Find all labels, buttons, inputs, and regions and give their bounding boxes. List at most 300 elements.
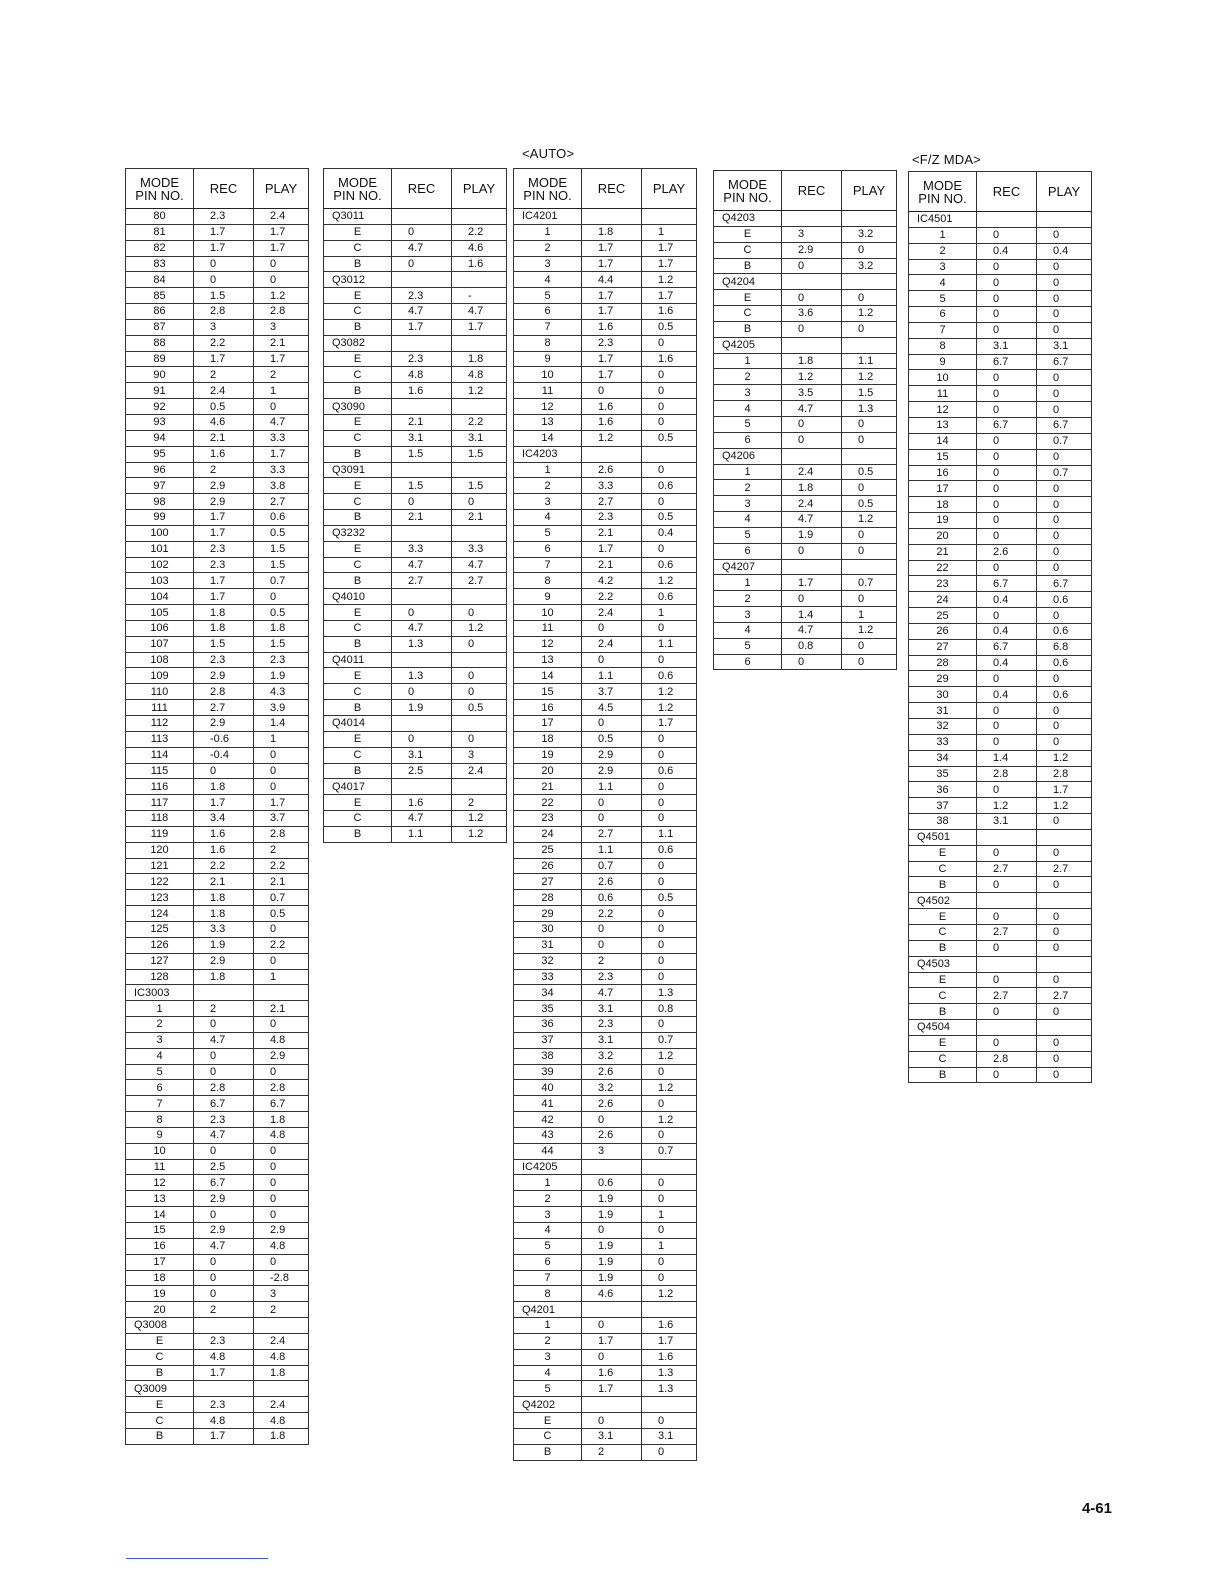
pin-cell: 13 (514, 652, 582, 668)
table-row (909, 528, 1092, 544)
rec-value: 0 (782, 543, 842, 559)
pin-cell: 5 (514, 1238, 582, 1254)
mode-pin-header (514, 169, 582, 209)
rec-value: 4.7 (782, 401, 842, 417)
table-row (714, 401, 897, 417)
table-row (514, 1191, 697, 1207)
play-value: 2.8 (254, 304, 309, 320)
pin-cell: E (514, 1413, 582, 1429)
play-value: 0 (254, 1254, 309, 1270)
rec-value: 2.6 (582, 1096, 642, 1112)
table-row (126, 383, 309, 399)
rec-value: 4.7 (782, 622, 842, 638)
rec-value: 0 (782, 654, 842, 670)
empty-cell (1037, 212, 1092, 228)
rec-value: 1.8 (194, 779, 254, 795)
table-row (909, 402, 1092, 418)
play-value: 2.8 (254, 826, 309, 842)
rec-value: 0 (977, 481, 1037, 497)
table-row (514, 747, 697, 763)
pin-cell: 121 (126, 858, 194, 874)
rec-value: 1.9 (782, 527, 842, 543)
rec-value: 2.2 (194, 858, 254, 874)
play-value: 1 (642, 1207, 697, 1223)
play-value: 2.1 (452, 510, 507, 526)
play-value: 0 (842, 527, 897, 543)
mode-pin-header (714, 171, 782, 211)
table-row (324, 446, 507, 462)
component-label: Q3009 (126, 1381, 194, 1397)
empty-cell (782, 211, 842, 227)
table-row (514, 1017, 697, 1033)
play-value: 0 (254, 272, 309, 288)
table-row (126, 589, 309, 605)
pin-no-label: PIN NO. (918, 191, 967, 206)
play-value: 0 (642, 1413, 697, 1429)
rec-value: 0 (392, 605, 452, 621)
pin-cell: B (324, 319, 392, 335)
pin-cell: C (909, 861, 977, 877)
table-row (324, 557, 507, 573)
rec-value: 2.9 (782, 242, 842, 258)
pin-cell: 11 (514, 383, 582, 399)
play-value: 0 (842, 290, 897, 306)
component-row (909, 956, 1092, 972)
table-row (324, 383, 507, 399)
pin-cell: 2 (714, 480, 782, 496)
rec-value: 0 (194, 1048, 254, 1064)
pin-cell: C (324, 367, 392, 383)
pin-cell: 11 (514, 620, 582, 636)
play-value: 0 (1037, 275, 1092, 291)
table-row (126, 462, 309, 478)
rec-value: 4.2 (582, 573, 642, 589)
pin-cell: 21 (909, 544, 977, 560)
rec-value: 1.7 (582, 256, 642, 272)
rec-value: 0 (977, 719, 1037, 735)
empty-cell (842, 274, 897, 290)
mode-label: MODE (528, 175, 567, 190)
rec-value: 0 (392, 256, 452, 272)
pin-cell: 86 (126, 304, 194, 320)
pin-cell: 8 (909, 338, 977, 354)
rec-value: 0 (392, 494, 452, 510)
play-value: 1.6 (642, 351, 697, 367)
play-value: 1.5 (254, 541, 309, 557)
pin-cell: E (909, 909, 977, 925)
table-row (909, 291, 1092, 307)
play-value: 4.7 (452, 557, 507, 573)
play-value: 6.7 (254, 1096, 309, 1112)
table-row (514, 1365, 697, 1381)
pin-cell: 110 (126, 684, 194, 700)
pin-cell: 20 (126, 1302, 194, 1318)
pin-no-label: PIN NO. (333, 188, 382, 203)
pin-cell: 34 (909, 750, 977, 766)
play-value: 0 (642, 1064, 697, 1080)
table-row (514, 811, 697, 827)
rec-value: 3.1 (392, 747, 452, 763)
table-row (909, 972, 1092, 988)
component-label: Q4203 (714, 211, 782, 227)
empty-cell (642, 1159, 697, 1175)
rec-value: 2.8 (194, 684, 254, 700)
table-row (909, 655, 1092, 671)
pin-cell: 12 (514, 636, 582, 652)
table-row (909, 576, 1092, 592)
table-row (514, 367, 697, 383)
table-row (126, 874, 309, 890)
play-value: 3.1 (1037, 338, 1092, 354)
rec-value: 0 (582, 921, 642, 937)
rec-value: 6.7 (194, 1096, 254, 1112)
empty-cell (194, 1318, 254, 1334)
pin-cell: 91 (126, 383, 194, 399)
pin-cell: 123 (126, 890, 194, 906)
play-value: 0.6 (642, 668, 697, 684)
pin-cell: 1 (714, 464, 782, 480)
table-row (514, 1381, 697, 1397)
empty-cell (977, 212, 1037, 228)
rec-value: 1.9 (582, 1207, 642, 1223)
rec-value: 0 (194, 1270, 254, 1286)
play-value: 3.2 (842, 258, 897, 274)
table-row (126, 430, 309, 446)
table-row (909, 924, 1092, 940)
table-row (514, 240, 697, 256)
play-value: 4.7 (254, 414, 309, 430)
pin-cell: 4 (714, 622, 782, 638)
table-row (714, 385, 897, 401)
play-value: 0 (842, 432, 897, 448)
play-value: 0 (642, 1096, 697, 1112)
play-value: 6.7 (1037, 417, 1092, 433)
empty-cell (842, 559, 897, 575)
play-header: PLAY (1037, 172, 1092, 212)
pin-cell: 13 (909, 417, 977, 433)
component-row (514, 209, 697, 225)
component-label: IC3003 (126, 985, 194, 1001)
play-value: 0 (642, 1444, 697, 1460)
rec-value: 2.5 (194, 1159, 254, 1175)
pin-cell: B (324, 383, 392, 399)
table-row (126, 1175, 309, 1191)
pin-cell: C (126, 1413, 194, 1429)
rec-value: 1.2 (977, 798, 1037, 814)
play-value: 1.2 (642, 1080, 697, 1096)
rec-value: 0 (782, 290, 842, 306)
play-value: 0 (1037, 1035, 1092, 1051)
rec-value: 6.7 (194, 1175, 254, 1191)
rec-value: 2.3 (582, 1017, 642, 1033)
table-row (514, 430, 697, 446)
pin-cell: 1 (714, 353, 782, 369)
component-row (714, 559, 897, 575)
table-row (514, 272, 697, 288)
play-value: 0 (1037, 1067, 1092, 1083)
pin-cell: 28 (909, 655, 977, 671)
pin-cell: 3 (714, 607, 782, 623)
play-value: 0 (642, 620, 697, 636)
pin-cell: C (909, 1051, 977, 1067)
pin-cell: 14 (909, 433, 977, 449)
rec-header: REC (392, 169, 452, 209)
table-row (514, 414, 697, 430)
play-value: 0 (1037, 719, 1092, 735)
pin-cell: C (909, 924, 977, 940)
play-value: 0.5 (452, 700, 507, 716)
pin-cell: 29 (514, 906, 582, 922)
play-value: 0 (642, 937, 697, 953)
table-row (324, 304, 507, 320)
pin-cell: B (714, 321, 782, 337)
play-value: 1.7 (642, 256, 697, 272)
table-row (126, 890, 309, 906)
table-row (126, 620, 309, 636)
component-label: Q4014 (324, 716, 392, 732)
header-row (909, 172, 1092, 212)
rec-value: 1.7 (582, 288, 642, 304)
pin-cell: 82 (126, 240, 194, 256)
rec-value: 0 (782, 321, 842, 337)
empty-cell (642, 209, 697, 225)
component-row (714, 337, 897, 353)
table-row (714, 607, 897, 623)
table-row (909, 544, 1092, 560)
rec-value: 0.8 (782, 638, 842, 654)
pin-cell: 113 (126, 731, 194, 747)
empty-cell (642, 1302, 697, 1318)
rec-value: 0 (977, 322, 1037, 338)
play-value: 0 (1037, 940, 1092, 956)
table-row (909, 814, 1092, 830)
rec-value: 4.7 (392, 240, 452, 256)
play-value: 0.8 (642, 1001, 697, 1017)
table-row (126, 1096, 309, 1112)
rec-value: 0.5 (582, 731, 642, 747)
rec-value: 2 (194, 462, 254, 478)
rec-value: -0.6 (194, 731, 254, 747)
rec-value: 1.6 (582, 319, 642, 335)
rec-value: 0 (977, 402, 1037, 418)
pin-cell: 37 (909, 798, 977, 814)
play-value: 1.2 (642, 1286, 697, 1302)
table-row (324, 636, 507, 652)
rec-value: 2.9 (194, 1223, 254, 1239)
pin-cell: 16 (126, 1238, 194, 1254)
mode-label: MODE (923, 178, 962, 193)
play-value: 0 (1037, 481, 1092, 497)
rec-value: 6.7 (977, 576, 1037, 592)
empty-cell (452, 779, 507, 795)
play-value: 0 (642, 811, 697, 827)
play-value: 0 (452, 668, 507, 684)
pin-cell: 9 (909, 354, 977, 370)
pin-cell: C (324, 747, 392, 763)
pin-cell: 4 (514, 272, 582, 288)
play-value: 0 (1037, 972, 1092, 988)
pin-cell: E (126, 1397, 194, 1413)
pin-cell: 126 (126, 937, 194, 953)
rec-value: 1.6 (392, 795, 452, 811)
rec-value: 1.7 (782, 575, 842, 591)
play-value: 0 (1037, 560, 1092, 576)
pin-cell: 127 (126, 953, 194, 969)
rec-value: 2.2 (194, 335, 254, 351)
rec-value: 1.5 (392, 478, 452, 494)
empty-cell (582, 1159, 642, 1175)
table-row (126, 763, 309, 779)
rec-value: 2.8 (977, 766, 1037, 782)
pin-cell: 4 (514, 1365, 582, 1381)
rec-value: 2.9 (582, 747, 642, 763)
pin-cell: 3 (514, 1349, 582, 1365)
play-value: 1 (642, 605, 697, 621)
pin-cell: 17 (514, 716, 582, 732)
pin-cell: 104 (126, 589, 194, 605)
pin-cell: 33 (514, 969, 582, 985)
rec-value: 2 (194, 1302, 254, 1318)
play-value: 0.5 (842, 496, 897, 512)
component-label: IC4201 (514, 209, 582, 225)
pin-cell: 11 (126, 1159, 194, 1175)
table-row (126, 605, 309, 621)
rec-value: 1.6 (582, 1365, 642, 1381)
rec-value: 2 (194, 1001, 254, 1017)
play-value: 0 (452, 605, 507, 621)
play-value: 0 (1037, 814, 1092, 830)
play-value: 0 (1037, 259, 1092, 275)
pin-cell: E (909, 972, 977, 988)
table-row (514, 684, 697, 700)
pin-cell: B (714, 258, 782, 274)
pin-cell: E (324, 731, 392, 747)
pin-cell: 6 (514, 541, 582, 557)
rec-value: 4.7 (194, 1238, 254, 1254)
component-label: Q4501 (909, 829, 977, 845)
pin-cell: B (324, 826, 392, 842)
pin-cell: 17 (909, 481, 977, 497)
play-value: 2.4 (254, 209, 309, 225)
table-row (514, 399, 697, 415)
pin-cell: 128 (126, 969, 194, 985)
pin-no-label: PIN NO. (523, 188, 572, 203)
rec-value: 1.1 (392, 826, 452, 842)
play-value: 2.1 (254, 1001, 309, 1017)
rec-value: 1.7 (194, 525, 254, 541)
empty-cell (782, 274, 842, 290)
play-value: 1.8 (254, 620, 309, 636)
rec-value: 0 (782, 416, 842, 432)
table-row (324, 795, 507, 811)
play-value: 0 (1037, 877, 1092, 893)
empty-cell (452, 589, 507, 605)
rec-value: 2.3 (194, 557, 254, 573)
empty-cell (254, 1381, 309, 1397)
play-value: 1.2 (452, 811, 507, 827)
table-row (714, 480, 897, 496)
play-value: 0 (254, 256, 309, 272)
play-value: 1.3 (642, 1381, 697, 1397)
play-value: 1.2 (452, 383, 507, 399)
rec-value: 2 (582, 1444, 642, 1460)
header-row (126, 169, 309, 209)
play-value: 0 (1037, 291, 1092, 307)
rec-value: 0 (194, 1143, 254, 1159)
rec-value: 0.4 (977, 687, 1037, 703)
play-value: 4.8 (452, 367, 507, 383)
rec-value: 1.8 (782, 480, 842, 496)
table-row (714, 416, 897, 432)
play-value: 3 (452, 747, 507, 763)
play-value: 0 (452, 684, 507, 700)
pin-cell: 6 (714, 543, 782, 559)
table-row (126, 636, 309, 652)
play-value: 1.2 (1037, 798, 1092, 814)
rec-value: 1.8 (582, 224, 642, 240)
play-value: 6.7 (1037, 576, 1092, 592)
pin-cell: E (324, 605, 392, 621)
pin-cell: 108 (126, 652, 194, 668)
rec-value: 1.2 (782, 369, 842, 385)
play-value: 0.5 (254, 906, 309, 922)
rec-value: 2.3 (194, 1397, 254, 1413)
rec-value: 0.6 (582, 890, 642, 906)
play-value: 0.7 (642, 1032, 697, 1048)
pin-cell: 6 (514, 1254, 582, 1270)
play-value: 0 (254, 1207, 309, 1223)
empty-cell (392, 399, 452, 415)
auto-section-label: <AUTO> (522, 146, 575, 161)
table-row (909, 877, 1092, 893)
rec-value: 0 (582, 811, 642, 827)
play-value: 0 (254, 1064, 309, 1080)
pin-cell: 9 (514, 351, 582, 367)
rec-value: 0 (977, 433, 1037, 449)
table-row (909, 1067, 1092, 1083)
pin-cell: 31 (909, 703, 977, 719)
table-row (909, 909, 1092, 925)
component-label: Q4201 (514, 1302, 582, 1318)
table-row (514, 858, 697, 874)
pin-cell: 118 (126, 811, 194, 827)
table-row (714, 258, 897, 274)
play-value: 0 (254, 399, 309, 415)
pin-cell: 38 (909, 814, 977, 830)
pin-cell: 4 (909, 275, 977, 291)
rec-value: 1.8 (782, 353, 842, 369)
play-value: 1 (254, 383, 309, 399)
table-row (909, 338, 1092, 354)
rec-value: 4.4 (582, 272, 642, 288)
component-row (909, 1020, 1092, 1036)
rec-value: 2.6 (582, 1127, 642, 1143)
play-value: 1.2 (642, 573, 697, 589)
table-row (909, 719, 1092, 735)
rec-value: 1.7 (582, 367, 642, 383)
rec-value: 0.7 (582, 858, 642, 874)
rec-value: 3.2 (582, 1080, 642, 1096)
table-row (126, 1413, 309, 1429)
play-value: 1.5 (452, 478, 507, 494)
rec-value: 1.5 (194, 288, 254, 304)
rec-value: 0 (194, 1064, 254, 1080)
rec-value: 1.1 (582, 842, 642, 858)
table-row (514, 510, 697, 526)
pin-cell: B (324, 573, 392, 589)
pin-cell: 34 (514, 985, 582, 1001)
empty-cell (392, 716, 452, 732)
